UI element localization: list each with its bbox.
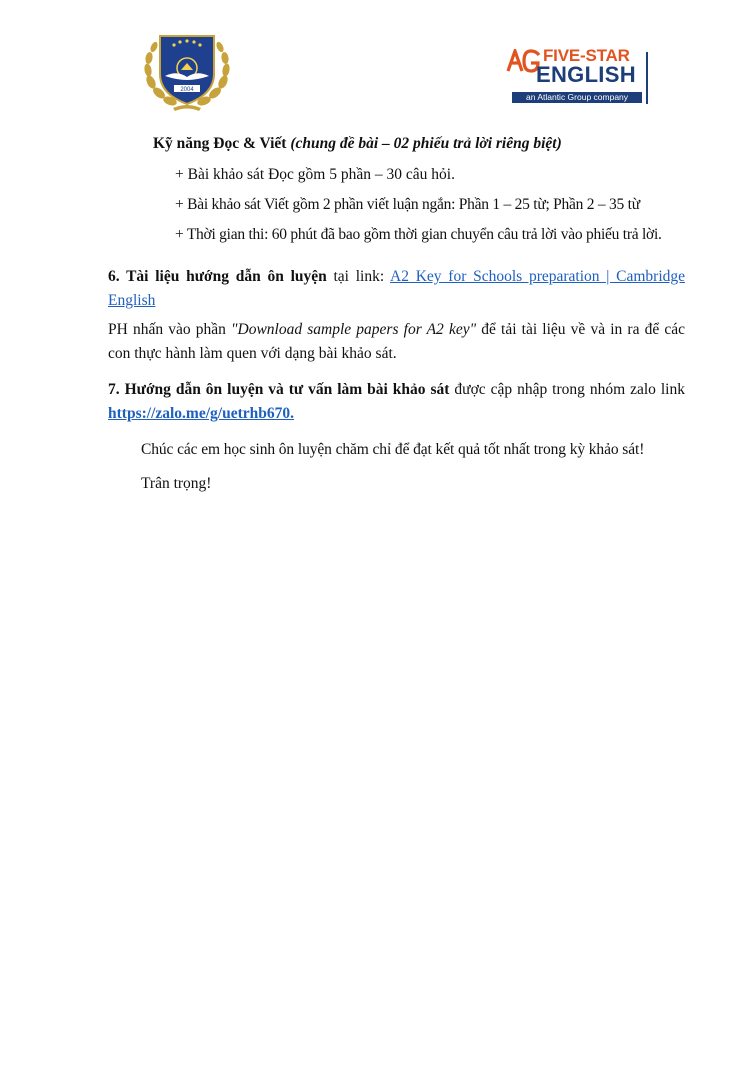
ph-note-before: PH nhấn vào phần xyxy=(108,321,232,338)
closing-signoff: Trân trọng! xyxy=(141,475,212,492)
bullet-reading: + Bài khảo sát Đọc gồm 5 phần – 30 câu hỏi. xyxy=(175,166,455,183)
five-star-english-logo xyxy=(506,46,651,106)
skills-title: Kỹ năng Đọc & Viết xyxy=(153,135,287,152)
skills-subtitle: (chung đề bài – 02 phiếu trả lời riêng biệt) xyxy=(290,135,562,152)
section7-paragraph xyxy=(108,378,685,426)
brand-name-line2: ENGLISH xyxy=(536,62,636,87)
brand-divider xyxy=(646,52,648,104)
skills-heading xyxy=(153,134,562,154)
brand-tagline: an Atlantic Group company xyxy=(512,92,642,103)
laurel-shield-icon xyxy=(143,30,231,112)
bullet-duration: + Thời gian thi: 60 phút đã bao gồm thời gian chuyển câu trả lời vào phiếu trả lời. xyxy=(175,226,662,243)
emblem-year: 2004 xyxy=(180,87,194,93)
ph-note-after: để tải tài liệu về và in ra để các con thực hành làm quen với dạng bài khảo sát. xyxy=(108,321,685,362)
ph-note-quote: "Download sample papers for A2 key" xyxy=(231,321,477,338)
closing-wish: Chúc các em học sinh ôn luyện chăm chỉ để đạt kết quả tốt nhất trong kỳ khảo sát! xyxy=(141,441,645,458)
section7-lead: được cập nhập trong nhóm zalo link xyxy=(449,381,685,398)
section7-heading: 7. Hướng dẫn ôn luyện và tư vấn làm bài khảo sát xyxy=(108,381,450,398)
section6-paragraph xyxy=(108,265,685,313)
brand-name-line1: FIVE-STAR xyxy=(543,46,630,65)
section6-heading: 6. Tài liệu hướng dẫn ôn luyện xyxy=(108,268,327,285)
section6-lead: tại link: xyxy=(326,268,391,285)
cambridge-preparation-link[interactable]: A2 Key for Schools preparation | Cambridge English xyxy=(108,268,686,309)
zalo-group-link[interactable]: https://zalo.me/g/uetrhb670. xyxy=(108,405,294,422)
bullet-writing: + Bài khảo sát Viết gồm 2 phần viết luận ngắn: Phần 1 – 25 từ; Phần 2 – 35 từ xyxy=(175,196,640,213)
school-emblem-logo xyxy=(143,30,231,112)
ph-note-paragraph xyxy=(108,318,685,366)
